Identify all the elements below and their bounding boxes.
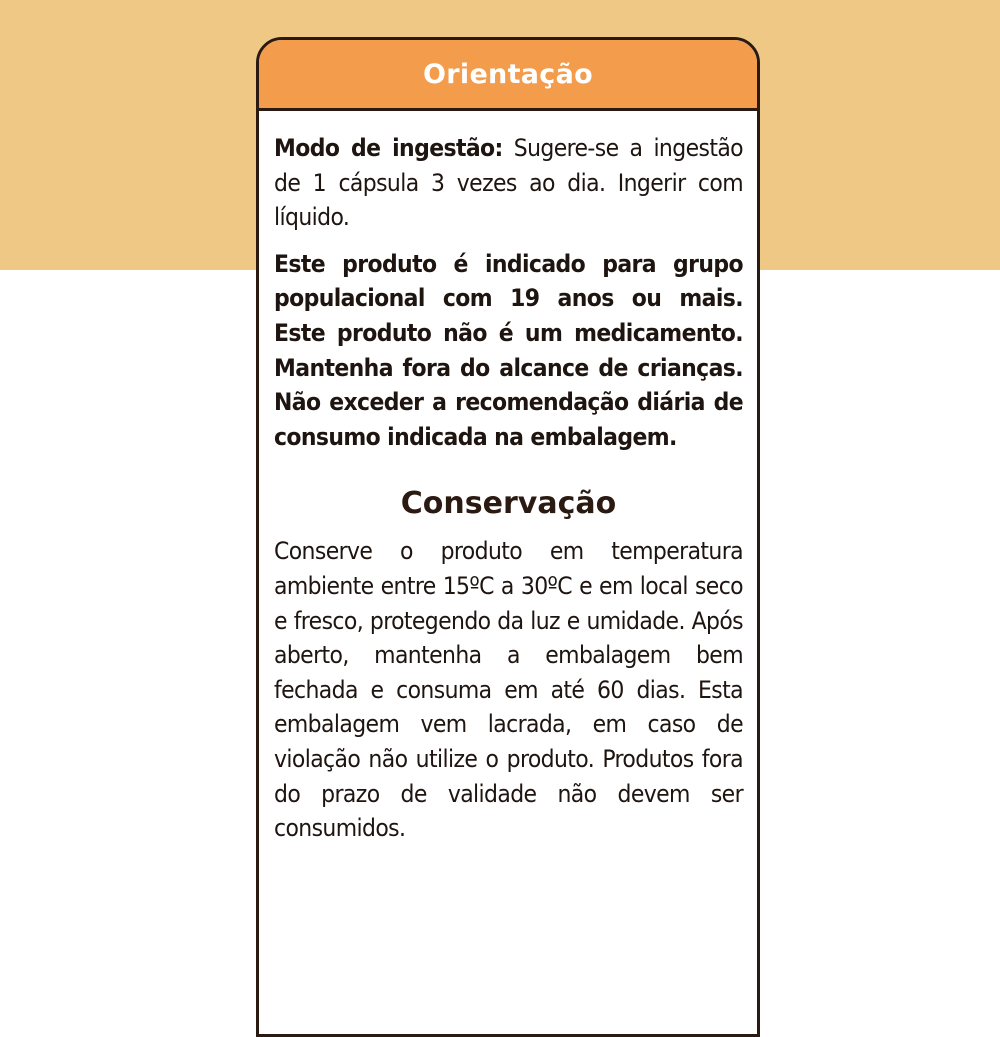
warnings-paragraph: Este produto é indicado para grupo populacional com 19 anos ou mais. Este produto não é um medicamento. Mantenha fora do alcance de crianças. Não exceder a recomendação diária de consumo indicada na embalagem. bbox=[274, 248, 743, 451]
conservacao-paragraph: Conserve o produto em temperatura ambiente entre 15ºC a 30ºC e em local seco e fresco, protegendo da luz e umidade. Após aberto, mantenha a embalagem bem fechada e consuma em até 60 dias. Esta embalagem vem lacrada, em caso de violação não utilize o produto. Produtos fora do prazo de validade não devem ser consumidos. bbox=[274, 536, 743, 843]
card-body bbox=[259, 111, 757, 846]
modo-ingestao-text: Sugere-se a ingestão de 1 cápsula 3 vezes ao dia. Ingerir com líquido. bbox=[274, 133, 743, 232]
card-header bbox=[259, 40, 757, 111]
conservacao-title: Conservação bbox=[400, 486, 617, 522]
info-card bbox=[256, 37, 760, 1037]
orientacao-title: Orientação bbox=[423, 58, 593, 90]
modo-ingestao-label: Modo de ingestão: bbox=[274, 133, 503, 162]
modo-ingestao-paragraph bbox=[274, 131, 743, 235]
